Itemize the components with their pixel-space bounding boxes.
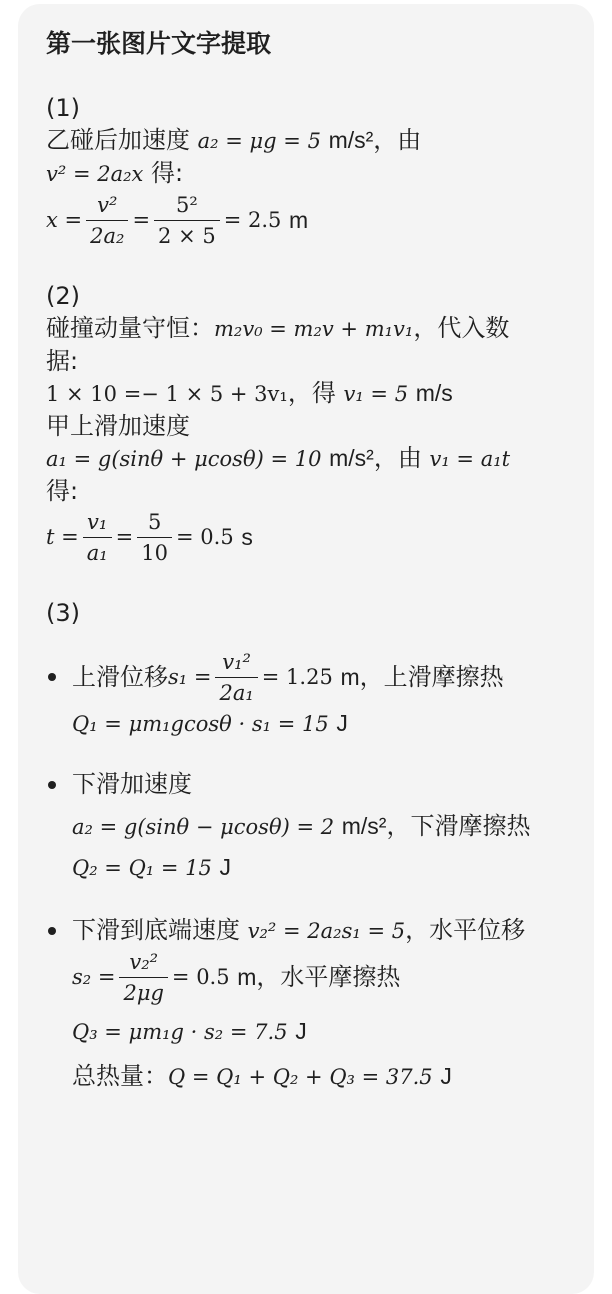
denominator: 2μg: [123, 980, 164, 1005]
text: ，上滑摩擦热: [359, 663, 504, 691]
unit: m/s²: [328, 127, 374, 153]
math: =: [115, 525, 134, 549]
part2-line5: [46, 442, 576, 475]
math: v₁ = a₁t: [429, 447, 511, 471]
denominator: a₁: [86, 540, 108, 565]
unit: J: [440, 1063, 452, 1089]
numerator: v₂²: [119, 949, 167, 978]
numerator: v²: [86, 192, 128, 221]
part1-line3: [46, 190, 576, 250]
fraction: [86, 192, 128, 249]
math: Q₃ = μm₁g · s₂ = 7.5: [72, 1020, 288, 1044]
unit: s: [241, 524, 253, 550]
unit: m: [289, 207, 309, 233]
numerator: v₁: [83, 509, 112, 538]
page-title: 第一张图片文字提取: [46, 29, 272, 58]
part2-line3: [46, 377, 576, 410]
text: 下滑到底端速度: [72, 916, 248, 944]
math: a₁ = g(sinθ + μcosθ) = 10: [46, 447, 322, 471]
math: Q₁ = μm₁gcosθ · s₁ = 15: [72, 712, 329, 736]
answer-card: [18, 4, 594, 1294]
numerator: v₁²: [215, 649, 257, 678]
math: a₂ = μg = 5: [197, 129, 321, 153]
unit: m/s: [415, 380, 453, 406]
unit: J: [336, 710, 348, 736]
unit: J: [295, 1018, 307, 1044]
text: 乙碰后加速度: [46, 126, 198, 154]
text: ，下滑摩擦热: [386, 812, 531, 840]
math: s₂ =: [72, 965, 116, 989]
unit: J: [219, 854, 232, 880]
numerator: 5²: [154, 192, 220, 221]
denominator: 10: [141, 540, 169, 565]
part3-bullet2: [46, 768, 576, 800]
part1-label: (1): [46, 94, 80, 122]
part3-bullet1-line2: [46, 707, 576, 740]
text: 下滑加速度: [72, 770, 192, 798]
fraction: [83, 509, 112, 566]
unit: m/s²: [329, 445, 374, 471]
unit: m: [340, 664, 360, 690]
math: Q₂ = Q₁ = 15: [72, 856, 212, 880]
text: ，代入数: [413, 314, 510, 342]
fraction: [154, 192, 220, 249]
math: a₂ = g(sinθ − μcosθ) = 2: [72, 815, 335, 839]
fraction: [215, 649, 257, 706]
math: m₂v₀ = m₂v + m₁v₁: [214, 317, 414, 341]
part3-bullet3-line2: [46, 947, 576, 1007]
part2-line6: 得:: [46, 477, 79, 505]
math: = 0.5: [171, 965, 230, 989]
numerator: 5: [137, 509, 172, 538]
answer-content: [46, 26, 576, 1093]
math: Q = Q₁ + Q₂ + Q₃ = 37.5: [168, 1065, 433, 1089]
math: v₁ = 5: [343, 382, 409, 406]
math: x =: [46, 208, 83, 232]
part3-bullet1: [46, 647, 576, 707]
part1-line2: [46, 157, 576, 190]
part3-bullet3-line4: [46, 1060, 576, 1093]
unit: m/s²: [341, 813, 387, 839]
part3-bullet3-line3: [46, 1015, 576, 1048]
part2-line1: [46, 312, 576, 345]
math: s₁ =: [168, 665, 212, 689]
math: = 0.5: [176, 525, 234, 549]
math: =: [132, 208, 151, 232]
text: 上滑位移: [72, 663, 168, 691]
bullet-dot: [48, 927, 56, 935]
text: 得:: [143, 159, 184, 187]
math: 1 × 10 =− 1 × 5 + 3v₁: [46, 382, 288, 406]
math: t =: [46, 525, 79, 549]
fraction: [119, 949, 167, 1006]
text: ，由: [373, 444, 430, 472]
part2-line4: 甲上滑加速度: [46, 412, 190, 440]
denominator: 2 × 5: [158, 223, 216, 248]
text: 总热量：: [72, 1062, 168, 1090]
math: v² = 2a₂x: [46, 162, 144, 186]
part3-bullet2-line2: [46, 810, 576, 843]
text: ，水平位移: [405, 916, 526, 944]
part2-line2: 据:: [46, 347, 79, 375]
part3-bullet3: [46, 914, 576, 947]
text: ，水平摩擦热: [256, 963, 401, 991]
part3-label: (3): [46, 599, 80, 627]
bullet-dot: [48, 673, 56, 681]
text: ，由: [373, 126, 422, 154]
part3-bullet2-line3: [46, 851, 576, 884]
bullet-dot: [48, 781, 56, 789]
math: v₂² = 2a₂s₁ = 5: [247, 919, 406, 943]
part1-line1: [46, 124, 576, 157]
denominator: 2a₂: [90, 223, 125, 248]
denominator: 2a₁: [219, 680, 254, 705]
text: 碰撞动量守恒：: [46, 314, 214, 342]
part2-label: (2): [46, 282, 80, 310]
unit: m: [237, 964, 257, 990]
math: = 1.25: [261, 665, 333, 689]
fraction: [137, 509, 172, 566]
text: ，得: [287, 379, 344, 407]
math: = 2.5: [223, 208, 282, 232]
part2-line7: [46, 507, 576, 567]
